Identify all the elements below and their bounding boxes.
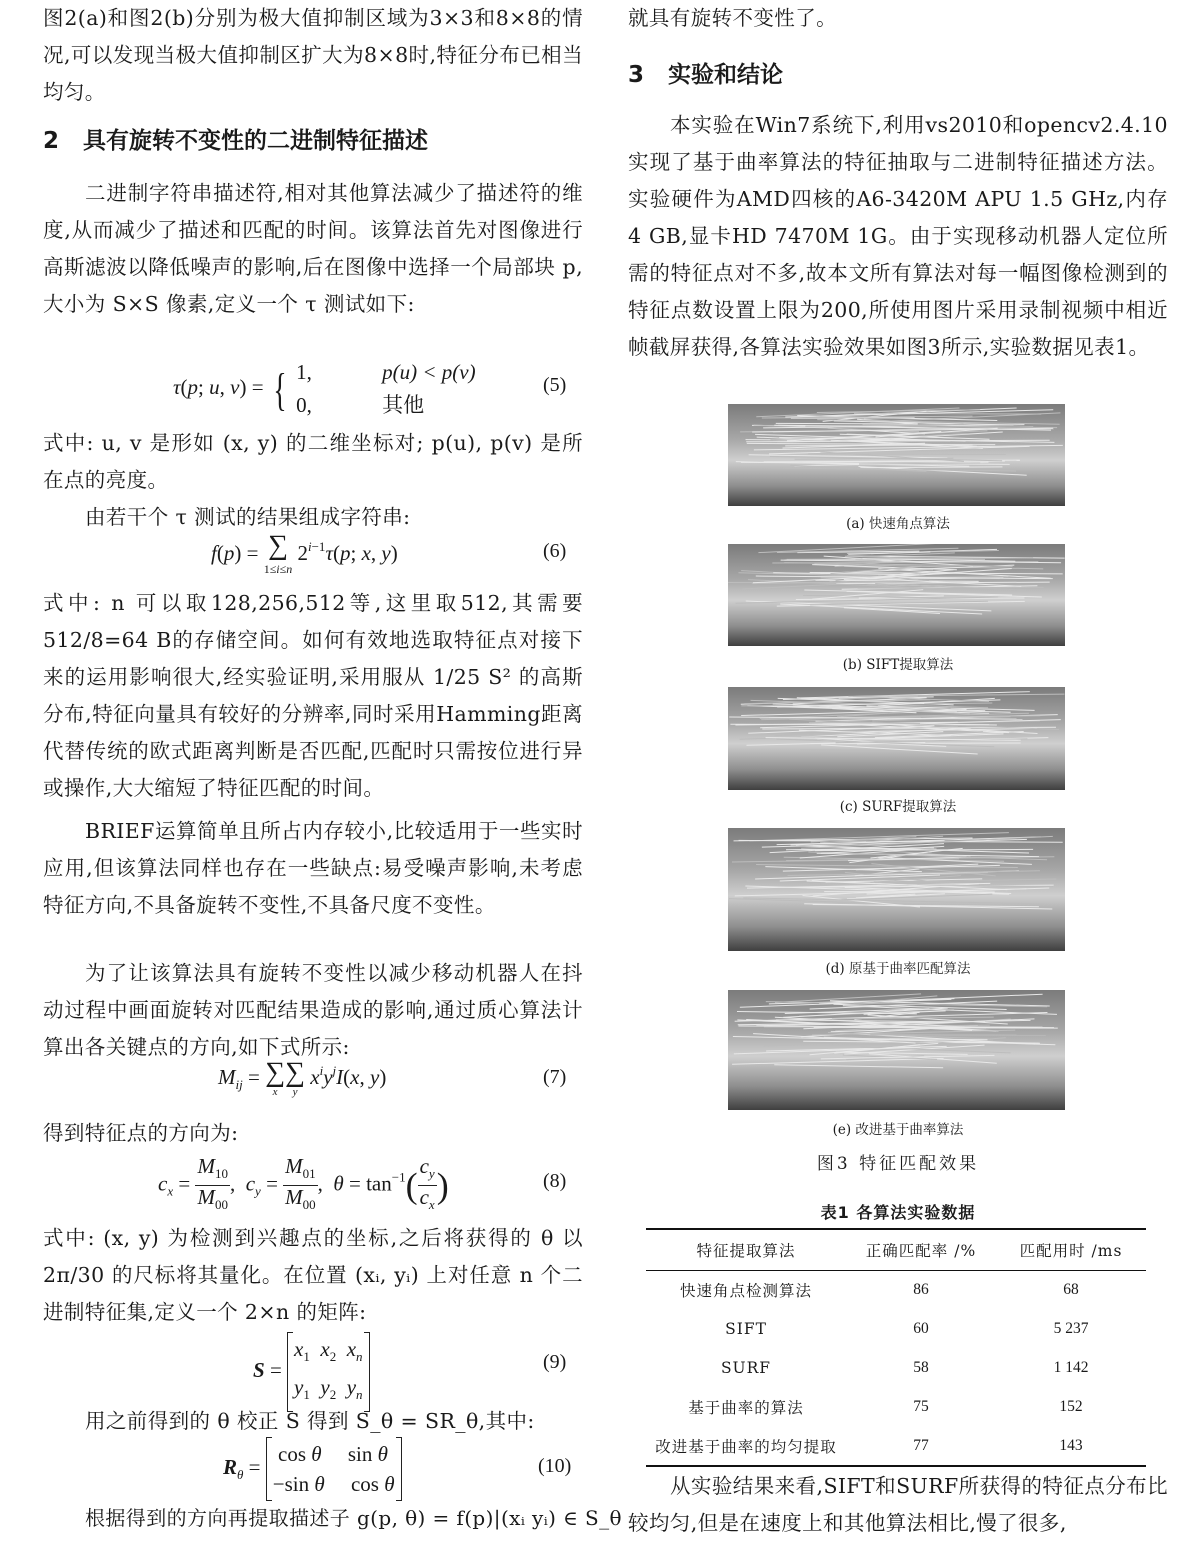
subfigure-a-image <box>728 404 1065 506</box>
table-cell-time: 143 <box>1059 1436 1083 1454</box>
match-line <box>860 467 1002 468</box>
table-cell-time: 152 <box>1059 1397 1083 1415</box>
match-line <box>732 1058 944 1064</box>
table-row <box>646 1387 1146 1426</box>
section-3-heading <box>628 56 783 89</box>
match-line <box>821 745 978 754</box>
equation-7-number: (7) <box>543 1066 567 1088</box>
subfigure-b-caption: (b) SIFT提取算法 <box>842 657 954 673</box>
table-cell-time: 5 237 <box>1053 1320 1089 1338</box>
equation-7: $M_{ij}$ = ∑ x ∑ y $x^iy^jI(x$, y) <box>218 1057 387 1098</box>
paragraph-intro: 图2(a)和图2(b)分别为极大值抑制区域为3×3和8×8的情况,可以发现当极大值抑制区扩大为8×8时,特征分布已相当均匀。 <box>43 6 583 104</box>
section-2-title: 具有旋转不变性的二进制特征描述 <box>83 128 428 154</box>
section-2-number: 2 <box>43 128 60 154</box>
eq5-case2-condition: 其他 <box>382 393 425 417</box>
equation-6-number: (6) <box>543 540 567 562</box>
match-line <box>810 601 988 605</box>
equation-8-number: (8) <box>543 1170 567 1192</box>
table-cell-algorithm: 快速角点检测算法 <box>679 1282 812 1301</box>
table-cell-accuracy: 60 <box>913 1320 929 1338</box>
table-cell-accuracy: 86 <box>913 1281 929 1299</box>
table-1 <box>646 1228 1146 1467</box>
paragraph-descriptor: 根据得到的方向再提取描述子 g(p, θ) = f(p)|(xᵢ yᵢ) ∈ S_θ <box>85 1506 622 1530</box>
subfigure-e-image <box>728 990 1065 1110</box>
paragraph-rotation: 就具有旋转不变性了。 <box>628 6 837 30</box>
match-line <box>776 423 917 424</box>
match-line <box>808 454 1006 455</box>
paragraph-eq5-note: 式中: u, v 是形如 (x, y) 的二维坐标对; p(u), p(v) 是所在点的亮度。 <box>43 431 583 492</box>
table-cell-accuracy: 58 <box>913 1358 929 1376</box>
subfigure-c-caption: (c) SURF提取算法 <box>839 799 957 815</box>
match-line <box>819 994 1042 1004</box>
table-cell-time: 1 142 <box>1053 1358 1089 1376</box>
paragraph-experiment: 本实验在Win7系统下,利用vs2010和opencv2.4.10实现了基于曲率算法的特征抽取与二进制特征描述方法。实验硬件为AMD四核的A6-3420M APU 1.5 GHz,内存4 GB,显卡HD 7470M 1G。由于实现移动机器人定位所需的特征点对不多,故本文所有算法对每一幅图像检测到的特征点数设置上限为200,所使用图片采用录制视频中相近帧截屏获得,各算法实验效果如图3所示,实验数据见表1。 <box>628 113 1168 359</box>
subfigure-e-caption: (e) 改进基于曲率算法 <box>832 1122 964 1138</box>
figure-3-title: 图3 特征匹配效果 <box>816 1154 980 1174</box>
eq5-case2-value: 0, <box>296 393 312 417</box>
equation-5-number: (5) <box>543 374 567 396</box>
subfigure-a-caption: (a) 快速角点算法 <box>846 516 950 532</box>
table-cell-algorithm: SURF <box>720 1358 772 1377</box>
subfigure-c-image <box>728 687 1065 790</box>
eq5-case1-condition: p(u) < p(v) <box>382 360 476 384</box>
paragraph-theta: 式中: (x, y) 为检测到兴趣点的坐标,之后将获得的 θ 以 2π/30 的尺标将其量化。在位置 (xᵢ, yᵢ) 上对任意 n 个二进制特征集,定义一个 2×n 的矩阵: <box>43 1226 583 1324</box>
paragraph-string: 由若干个 τ 测试的结果组成字符串: <box>85 505 411 529</box>
table-1-title: 表1 各算法实验数据 <box>820 1203 976 1222</box>
equation-6: f(p) = ∑ 1≤i≤n $2^{i-1}\tau(p$; x, y) <box>211 530 398 576</box>
table-header-algorithm: 特征提取算法 <box>646 1229 846 1271</box>
table-cell-algorithm: 改进基于曲率的均匀提取 <box>655 1437 837 1456</box>
table-row <box>646 1426 1146 1466</box>
match-line <box>749 833 1008 841</box>
eq5-case1-value: 1, <box>296 360 312 384</box>
equation-9-number: (9) <box>543 1351 567 1373</box>
match-line <box>800 750 977 751</box>
table-cell-accuracy: 77 <box>913 1436 929 1454</box>
table-header-row <box>646 1229 1146 1271</box>
equation-8: $c_x$ = $\frac{M_{10}}{M_{00}}$ , $c_y$ = $\frac{M_{01}}{M_{00}}$ , $\theta = \tan^{-1}$( $\frac{c_y}{c_x}$ ) <box>158 1154 449 1212</box>
paragraph-centroid: 为了让该算法具有旋转不变性以减少移动机器人在抖动过程中画面旋转对匹配结果造成的影响,通过质心算法计算出各关键点的方向,如下式所示: <box>43 961 583 1059</box>
table-header-time: 匹配用时 /ms <box>996 1229 1146 1271</box>
table-cell-time: 68 <box>1063 1281 1079 1299</box>
equation-9: S = $x_1$ $x_2$ $x_n$ $y_1$ $y_2$ $y_n$ <box>253 1332 370 1412</box>
section-3-number: 3 <box>628 62 645 88</box>
subfigure-b-image <box>728 544 1065 646</box>
paragraph-n-values: 式中: n 可以取128,256,512等,这里取512,其需要512/8=64 B的存储空间。如何有效地选取特征点对接下来的运用影响很大,经实验证明,采用服从 1/25 S² 的高斯分布,特征向量具有较好的分辨率,同时采用Hamming距离代替传统的欧式距离判断是否匹配,匹配时只需按位进行异或操作,大大缩短了特征匹配的时间。 <box>43 591 583 800</box>
table-header-accuracy: 正确匹配率 /% <box>846 1229 996 1271</box>
table-cell-accuracy: 75 <box>913 1397 929 1415</box>
match-line <box>812 1030 1015 1035</box>
section-3-title: 实验和结论 <box>668 62 783 88</box>
paragraph-correct: 用之前得到的 θ 校正 S 得到 S_θ = SR_θ,其中: <box>85 1409 535 1433</box>
equation-5: τ(p; u, v) = { 1, p(u) < p(v) 0, 其他 <box>173 356 476 422</box>
table-row <box>646 1310 1146 1349</box>
subfigure-d-image <box>728 828 1065 951</box>
match-line <box>858 587 1044 588</box>
table-cell-algorithm: SIFT <box>725 1320 767 1339</box>
table-row <box>646 1271 1146 1310</box>
table-row <box>646 1349 1146 1388</box>
paragraph-direction: 得到特征点的方向为: <box>43 1121 239 1145</box>
paragraph-brief-weakness: BRIEF运算简单且所占内存较小,比较适用于一些实时应用,但该算法同样也存在一些缺点:易受噪声影响,未考虑特征方向,不具备旋转不变性,不具备尺度不变性。 <box>43 819 583 917</box>
subfigure-d-caption: (d) 原基于曲率匹配算法 <box>825 961 971 977</box>
match-line <box>732 859 959 862</box>
equation-10-number: (10) <box>538 1455 572 1477</box>
match-line <box>774 1065 943 1068</box>
equation-10: $R_\theta$ = cos θ sin θ −sin θ cos θ <box>223 1437 402 1501</box>
table-cell-algorithm: 基于曲率的算法 <box>688 1398 804 1417</box>
paragraph-result: 从实验结果来看,SIFT和SURF所获得的特征点分布比较均匀,但是在速度上和其他算法相比,慢了很多, <box>628 1474 1168 1535</box>
match-line <box>747 443 973 444</box>
paragraph-brief-desc: 二进制字符串描述符,相对其他算法减少了描述符的维度,从而减少了描述和匹配的时间。该算法首先对图像进行高斯滤波以降低噪声的影响,后在图像中选择一个局部块 p,大小为 S×S 像素,定义一个 τ 测试如下: <box>43 181 583 316</box>
section-2-heading <box>43 122 428 155</box>
